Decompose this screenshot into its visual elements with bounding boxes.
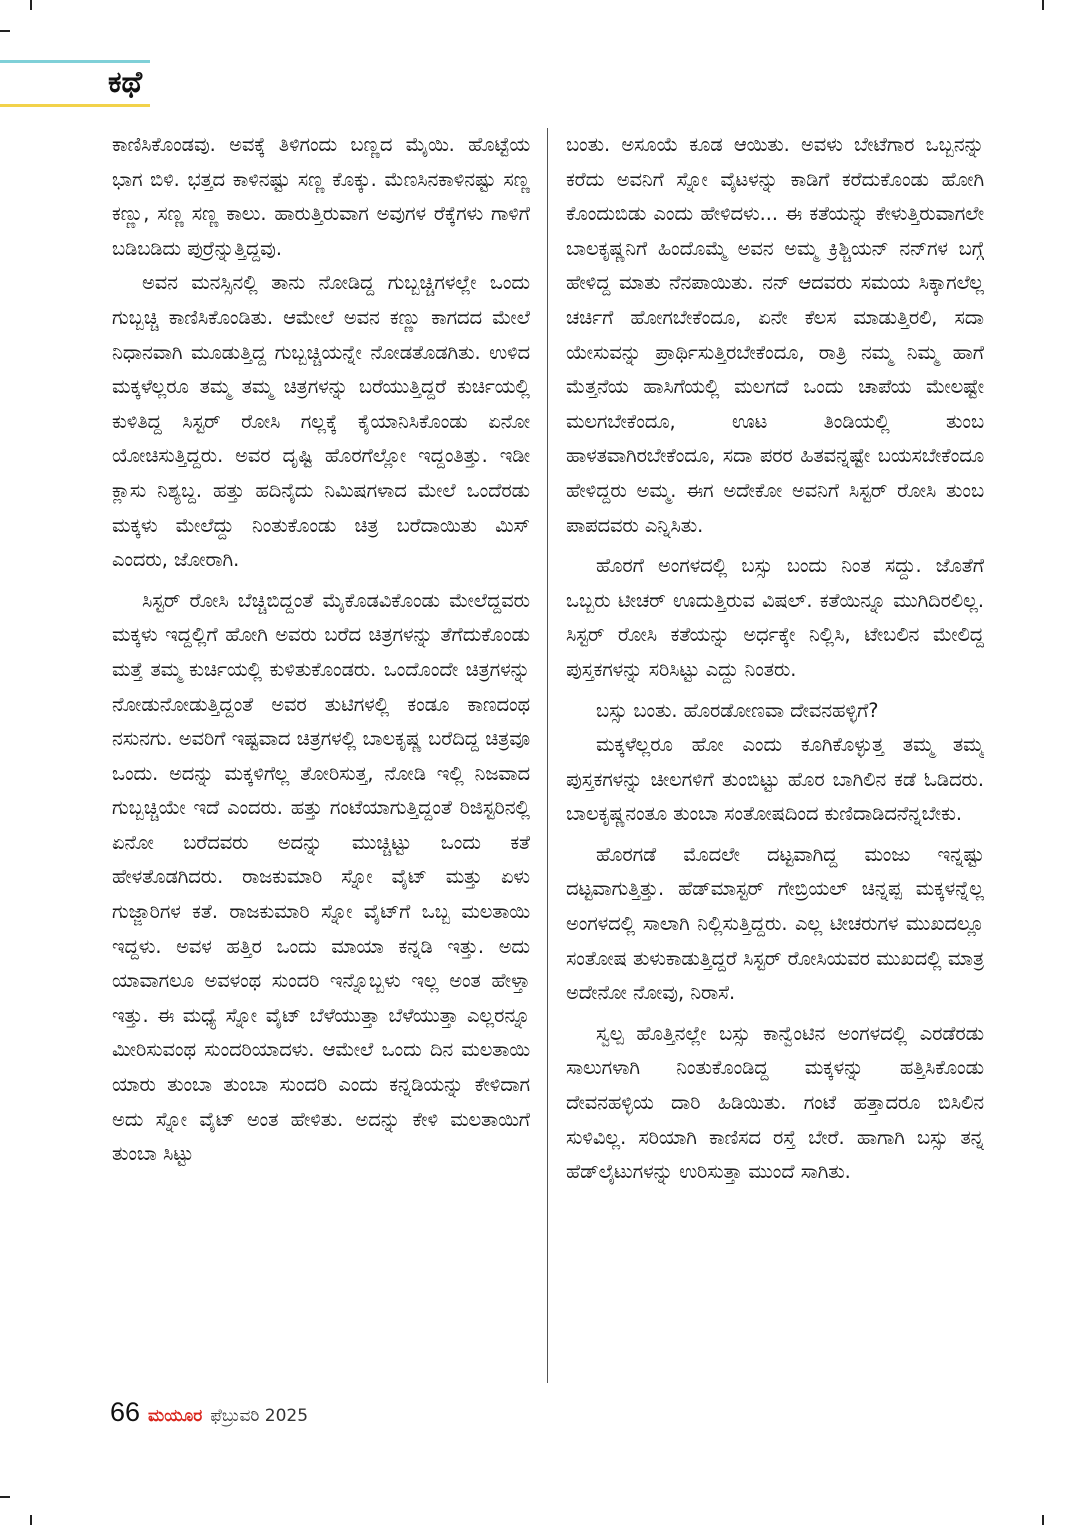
magazine-logo: ಮಯೂರ (148, 1406, 203, 1426)
paragraph: ಹೊರಗೆ ಅಂಗಳದಲ್ಲಿ ಬಸ್ಸು ಬಂದು ನಿಂತ ಸದ್ದು. ಜೊತೆಗೆ ಒಬ್ಬರು ಟೀಚರ್ ಊದುತ್ತಿರುವ ವಿಷಲ್. ಕತೆಯಿನ್ನೂ ಮುಗಿದಿರಲಿಲ್ಲ. ಸಿಸ್ಟರ್ ರೋಸಿ ಕತೆಯನ್ನು ಅರ್ಧಕ್ಕೇ ನಿಲ್ಲಿಸಿ, ಟೇಬಲಿನ ಮೇಲಿದ್ದ ಪುಸ್ತಕಗಳನ್ನು ಸರಿಸಿಟ್ಟು ಎದ್ದು ನಿಂತರು. (566, 554, 984, 681)
paragraph: ಕಾಣಿಸಿಕೊಂಡವು. ಅವಕ್ಕೆ ತಿಳಿಗಂದು ಬಣ್ಣದ ಮೈಯಿ. ಹೊಟ್ಟೆಯ ಭಾಗ ಬಿಳಿ. ಭತ್ತದ ಕಾಳಿನಷ್ಟು ಸಣ್ಣ ಕೊಕ್ಕು. ಮೆಣಸಿನಕಾಳಿನಷ್ಟು ಸಣ್ಣ ಕಣ್ಣು, ಸಣ್ಣ ಸಣ್ಣ ಕಾಲು. ಹಾರುತ್ತಿರುವಾಗ ಅವುಗಳ ರೆಕ್ಕೆಗಳು ಗಾಳಿಗೆ ಬಡಿಬಡಿದು ಪುರ್ರೆನ್ನುತ್ತಿದ್ದವು. (112, 133, 530, 260)
crop-mark (30, 1515, 32, 1525)
paragraph: ಅವನ ಮನಸ್ಸಿನಲ್ಲಿ ತಾನು ನೋಡಿದ್ದ ಗುಬ್ಬಚ್ಚಿಗಳಲ್ಲೇ ಒಂದು ಗುಬ್ಬಚ್ಚಿ ಕಾಣಿಸಿಕೊಂಡಿತು. ಆಮೇಲೆ ಅವನ ಕಣ್ಣು ಕಾಗದದ ಮೇಲೆ ನಿಧಾನವಾಗಿ ಮೂಡುತ್ತಿದ್ದ ಗುಬ್ಬಚ್ಚಿಯನ್ನೇ ನೋಡತೊಡಗಿತು. ಉಳಿದ ಮಕ್ಕಳೆಲ್ಲರೂ ತಮ್ಮ ತಮ್ಮ ಚಿತ್ರಗಳನ್ನು ಬರೆಯುತ್ತಿದ್ದರೆ ಕುರ್ಚಿಯಲ್ಲಿ ಕುಳಿತಿದ್ದ ಸಿಸ್ಟರ್ ರೋಸಿ ಗಲ್ಲಕ್ಕೆ ಕೈಯಾನಿಸಿಕೊಂಡು ಏನೋ ಯೋಚಿಸುತ್ತಿದ್ದರು. ಅವರ ದೃಷ್ಟಿ ಹೊರಗೆಲ್ಲೋ ಇದ್ದಂತಿತ್ತು. ಇಡೀ ಕ್ಲಾಸು ನಿಶ್ಯಬ್ದ. ಹತ್ತು ಹದಿನೈದು ನಿಮಿಷಗಳಾದ ಮೇಲೆ ಒಂದೆರಡು ಮಕ್ಕಳು ಮೇಲೆದ್ದು ನಿಂತುಕೊಂಡು ಚಿತ್ರ ಬರೆದಾಯಿತು ಮಿಸ್ ಎಂದರು, ಜೋರಾಗಿ. (112, 271, 530, 572)
section-title: ಕಥೆ (108, 65, 143, 100)
paragraph: ಹೊರಗಡೆ ಮೊದಲೇ ದಟ್ಟವಾಗಿದ್ದ ಮಂಜು ಇನ್ನಷ್ಟು ದಟ್ಟವಾಗುತ್ತಿತ್ತು. ಹೆಡ್‌ಮಾಸ್ಟರ್ ಗೇಬ್ರಿಯಲ್ ಚಿನ್ನಪ್ಪ ಮಕ್ಕಳನ್ನೆಲ್ಲ ಅಂಗಳದಲ್ಲಿ ಸಾಲಾಗಿ ನಿಲ್ಲಿಸುತ್ತಿದ್ದರು. ಎಲ್ಲ ಟೀಚರುಗಳ ಮುಖದಲ್ಲೂ ಸಂತೋಷ ತುಳುಕಾಡುತ್ತಿದ್ದರೆ ಸಿಸ್ಟರ್ ರೋಸಿಯವರ ಮುಖದಲ್ಲಿ ಮಾತ್ರ ಅದೇನೋ ನೋವು, ನಿರಾಸೆ. (566, 842, 984, 1005)
page-number: 66 (110, 1397, 141, 1427)
paragraph: ಬಸ್ಸು ಬಂತು. ಹೊರಡೋಣವಾ ದೇವನಹಳ್ಳಿಗೆ? (596, 698, 879, 722)
crop-mark (1042, 1515, 1044, 1525)
header-rule-bottom (0, 104, 150, 107)
crop-mark (0, 1496, 10, 1498)
paragraph: ಬಂತು. ಅಸೂಯೆ ಕೂಡ ಆಯಿತು. ಅವಳು ಬೇಟೆಗಾರ ಒಬ್ಬನನ್ನು ಕರೆದು ಅವನಿಗೆ ಸ್ನೋ ವೈಟಳನ್ನು ಕಾಡಿಗೆ ಕರೆದುಕೊಂಡು ಹೋಗಿ ಕೊಂದುಬಿಡು ಎಂದು ಹೇಳಿದಳು... ಈ ಕತೆಯನ್ನು ಕೇಳುತ್ತಿರುವಾಗಲೇ ಬಾಲಕೃಷ್ಣನಿಗೆ ಹಿಂದೊಮ್ಮೆ ಅವನ ಅಮ್ಮ ಕ್ರಿಶ್ಚಿಯನ್ ನನ್‌ಗಳ ಬಗ್ಗೆ ಹೇಳಿದ್ದ ಮಾತು ನೆನಪಾಯಿತು. ನನ್ ಆದವರು ಸಮಯ ಸಿಕ್ಕಾಗಲೆಲ್ಲ ಚರ್ಚಿಗೆ ಹೋಗಬೇಕೆಂದೂ, ಏನೇ ಕೆಲಸ ಮಾಡುತ್ತಿರಲಿ, ಸದಾ ಯೇಸುವನ್ನು ಪ್ರಾರ್ಥಿಸುತ್ತಿರಬೇಕೆಂದೂ, ರಾತ್ರಿ ನಮ್ಮ ನಿಮ್ಮ ಹಾಗೆ ಮೆತ್ತನೆಯ ಹಾಸಿಗೆಯಲ್ಲಿ ಮಲಗದೆ ಒಂದು ಚಾಪೆಯ ಮೇಲಷ್ಟೇ ಮಲಗಬೇಕೆಂದೂ, ಊಟ ತಿಂಡಿಯಲ್ಲಿ ತುಂಬ ಹಾಳತವಾಗಿರಬೇಕೆಂದೂ, ಸದಾ ಪರರ ಹಿತವನ್ನಷ್ಟೇ ಬಯಸಬೇಕೆಂದೂ ಹೇಳಿದ್ದರು ಅಮ್ಮ. ಈಗ ಅದೇಕೋ ಅವನಿಗೆ ಸಿಸ್ಟರ್ ರೋಸಿ ತುಂಬ ಪಾಪದವರು ಎನ್ನಿಸಿತು. (566, 133, 984, 537)
right-column (566, 128, 984, 1390)
issue-date: ಫೆಬ್ರುವರಿ 2025 (210, 1406, 309, 1426)
paragraph: ಸಿಸ್ಟರ್ ರೋಸಿ ಬೆಚ್ಚಿಬಿದ್ದಂತೆ ಮೈಕೊಡವಿಕೊಂಡು ಮೇಲೆದ್ದವರು ಮಕ್ಕಳು ಇದ್ದಲ್ಲಿಗೆ ಹೋಗಿ ಅವರು ಬರೆದ ಚಿತ್ರಗಳನ್ನು ತೆಗೆದುಕೊಂಡು ಮತ್ತೆ ತಮ್ಮ ಕುರ್ಚಿಯಲ್ಲಿ ಕುಳಿತುಕೊಂಡರು. ಒಂದೊಂದೇ ಚಿತ್ರಗಳನ್ನು ನೋಡುನೋಡುತ್ತಿದ್ದಂತೆ ಅವರ ತುಟಿಗಳಲ್ಲಿ ಕಂಡೂ ಕಾಣದಂಥ ನಸುನಗು. ಅವರಿಗೆ ಇಷ್ಟವಾದ ಚಿತ್ರಗಳಲ್ಲಿ ಬಾಲಕೃಷ್ಣ ಬರೆದಿದ್ದ ಚಿತ್ರವೂ ಒಂದು. ಅದನ್ನು ಮಕ್ಕಳಿಗೆಲ್ಲ ತೋರಿಸುತ್ತ, ನೋಡಿ ಇಲ್ಲಿ ನಿಜವಾದ ಗುಬ್ಬಚ್ಚಿಯೇ ಇದೆ ಎಂದರು. ಹತ್ತು ಗಂಟೆಯಾಗುತ್ತಿದ್ದಂತೆ ರಿಜಿಸ್ಟರಿನಲ್ಲಿ ಏನೋ ಬರೆದವರು ಅದನ್ನು ಮುಚ್ಚಿಟ್ಟು ಒಂದು ಕತೆ ಹೇಳತೊಡಗಿದರು. ರಾಜಕುಮಾರಿ ಸ್ನೋ ವೈಟ್ ಮತ್ತು ಏಳು ಗುಜ್ಜಾರಿಗಳ ಕತೆ. ರಾಜಕುಮಾರಿ ಸ್ನೋ ವೈಟ್‌ಗೆ ಒಬ್ಬ ಮಲತಾಯಿ ಇದ್ದಳು. ಅವಳ ಹತ್ತಿರ ಒಂದು ಮಾಯಾ ಕನ್ನಡಿ ಇತ್ತು. ಅದು ಯಾವಾಗಲೂ ಅವಳಂಥ ಸುಂದರಿ ಇನ್ನೊಬ್ಬಳು ಇಲ್ಲ ಅಂತ ಹೇಳ್ತಾ ಇತ್ತು. ಈ ಮಧ್ಯೆ ಸ್ನೋ ವೈಟ್ ಬೆಳೆಯುತ್ತಾ ಬೆಳೆಯುತ್ತಾ ಎಲ್ಲರನ್ನೂ ಮೀರಿಸುವಂಥ ಸುಂದರಿಯಾದಳು. ಆಮೇಲೆ ಒಂದು ದಿನ ಮಲತಾಯಿ ಯಾರು ತುಂಬಾ ತುಂಬಾ ಸುಂದರಿ ಎಂದು ಕನ್ನಡಿಯನ್ನು ಕೇಳಿದಾಗ ಅದು ಸ್ನೋ ವೈಟ್ ಅಂತ ಹೇಳಿತು. ಅದನ್ನು ಕೇಳಿ ಮಲತಾಯಿಗೆ ತುಂಬಾ ಸಿಟ್ಟು (112, 588, 530, 1166)
paragraph: ಮಕ್ಕಳೆಲ್ಲರೂ ಹೋ ಎಂದು ಕೂಗಿಕೊಳ್ಳುತ್ತ ತಮ್ಮ ತಮ್ಮ ಪುಸ್ತಕಗಳನ್ನು ಚೀಲಗಳಿಗೆ ತುಂಬಿಟ್ಟು ಹೊರ ಬಾಗಿಲಿನ ಕಡೆ ಓಡಿದರು. ಬಾಲಕೃಷ್ಣನಂತೂ ತುಂಬಾ ಸಂತೋಷದಿಂದ ಕುಣಿದಾಡಿದನೆನ್ನಬೇಕು. (566, 733, 984, 826)
crop-mark (30, 0, 32, 10)
header-rule-top (0, 60, 150, 63)
column-divider (547, 128, 548, 1383)
crop-mark (0, 30, 10, 32)
paragraph: ಸ್ವಲ್ಪ ಹೊತ್ತಿನಲ್ಲೇ ಬಸ್ಸು ಕಾನ್ವೆಂಟಿನ ಅಂಗಳದಲ್ಲಿ ಎರಡೆರಡು ಸಾಲುಗಳಾಗಿ ನಿಂತುಕೊಂಡಿದ್ದ ಮಕ್ಕಳನ್ನು ಹತ್ತಿಸಿಕೊಂಡು ದೇವನಹಳ್ಳಿಯ ದಾರಿ ಹಿಡಿಯಿತು. ಗಂಟೆ ಹತ್ತಾದರೂ ಬಿಸಿಲಿನ ಸುಳಿವಿಲ್ಲ. ಸರಿಯಾಗಿ ಕಾಣಿಸದ ರಸ್ತೆ ಬೇರೆ. ಹಾಗಾಗಿ ಬಸ್ಸು ತನ್ನ ಹೆಡ್‌ಲೈಟುಗಳನ್ನು ಉರಿಸುತ್ತಾ ಮುಂದೆ ಸಾಗಿತು. (566, 1021, 984, 1184)
crop-mark (1042, 0, 1044, 10)
page-footer (110, 1397, 308, 1429)
left-column (112, 128, 530, 1390)
